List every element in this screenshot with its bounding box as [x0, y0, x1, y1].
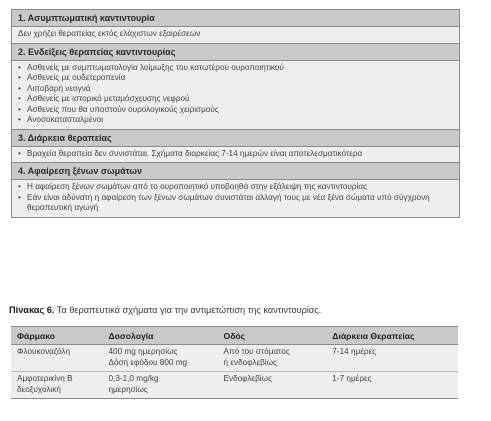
section-3-list — [18, 149, 453, 160]
therapy-table — [11, 326, 458, 399]
section-2-list — [18, 63, 453, 126]
list-item: • Λιποβαρή νεογνά — [18, 84, 453, 95]
table-caption-label: Πίνακας 6. — [9, 305, 55, 315]
column-header-duration: Διάρκεια Θεραπείας — [326, 327, 458, 345]
column-header-drug: Φάρμακο — [11, 327, 102, 345]
column-header-route: Οδός — [218, 327, 327, 345]
section-2-body — [12, 61, 459, 130]
list-item: • Εάν είναι αδύνατη η αφαίρεση των ξένων σωμάτων συνιστάται αλλαγή τους με νέα ξένα σώματα υπό σύγχρονη θεραπευτική αγωγή — [18, 193, 453, 214]
table-cell: Φλουκοναζόλη — [11, 345, 102, 372]
table-row — [11, 345, 458, 372]
list-item: • Ασθενείς με συμπτωματολογία λοίμωξης του κατωτέρου ουροποιητικού — [18, 63, 453, 74]
list-item: • Η αφαίρεση ξένων σωμάτων από το ουροποιητικό υποβοηθά στην εξάλειψη της καντιντουρίας — [18, 182, 453, 193]
section-1-title: 1. Ασυμπτωματική καντιντουρία — [12, 10, 459, 27]
table-caption — [9, 305, 479, 315]
table-cell: 7-14 ημέρες — [326, 345, 458, 372]
table-row — [11, 372, 458, 399]
list-item: • Ασθενείς που θα υποστούν ουρολογικούς χειρισμούς — [18, 105, 453, 116]
section-2-title: 2. Ενδείξεις θεραπείας καντιντουρίας — [12, 44, 459, 61]
section-4-body — [12, 180, 459, 218]
section-3-title: 3. Διάρκεια θεραπείας — [12, 130, 459, 147]
table-header-row — [11, 327, 458, 345]
list-item: • Ανοσοκατασταλμένοι — [18, 115, 453, 126]
section-4-list — [18, 182, 453, 214]
section-1-body — [12, 27, 459, 44]
table-caption-text: Τα θεραπευτικά σχήματα για την αντιμετώπιση της καντιντουρίας. — [56, 305, 322, 315]
list-item: • Βραχεία θεραπεία δεν συνιστάται. Σχήματα διαρκείας 7-14 ημερών είναι αποτελεσματικότερα — [18, 149, 453, 160]
table-cell: 400 mg ημερησίως Δόση εφόδου 800 mg — [102, 345, 217, 372]
section-3-body — [12, 147, 459, 164]
table-cell: 1-7 ημέρες — [326, 372, 458, 399]
table-cell: 0,3-1,0 mg/kg ημερησίως — [102, 372, 217, 399]
table-cell: Αμφοτερικίνη Β δεοξυχολική — [11, 372, 102, 399]
section-4-title: 4. Αφαίρεση ξένων σωμάτων — [12, 163, 459, 180]
table-cell: Ενδοφλεβίως — [218, 372, 327, 399]
column-header-dosage: Δοσολογία — [102, 327, 217, 345]
table-cell: Από του στόματος ή ενδοφλεβίως — [218, 345, 327, 372]
list-item: • Ασθενείς με ιστορικό μεταμόσχευσης νεφρού — [18, 94, 453, 105]
list-item: • Ασθενείς με ουδετεροπενία — [18, 73, 453, 84]
section-1-text: Δεν χρήζει θεραπείας εκτός ελάχιστων εξαιρέσεων — [18, 29, 201, 38]
recommendations-box — [11, 9, 460, 218]
